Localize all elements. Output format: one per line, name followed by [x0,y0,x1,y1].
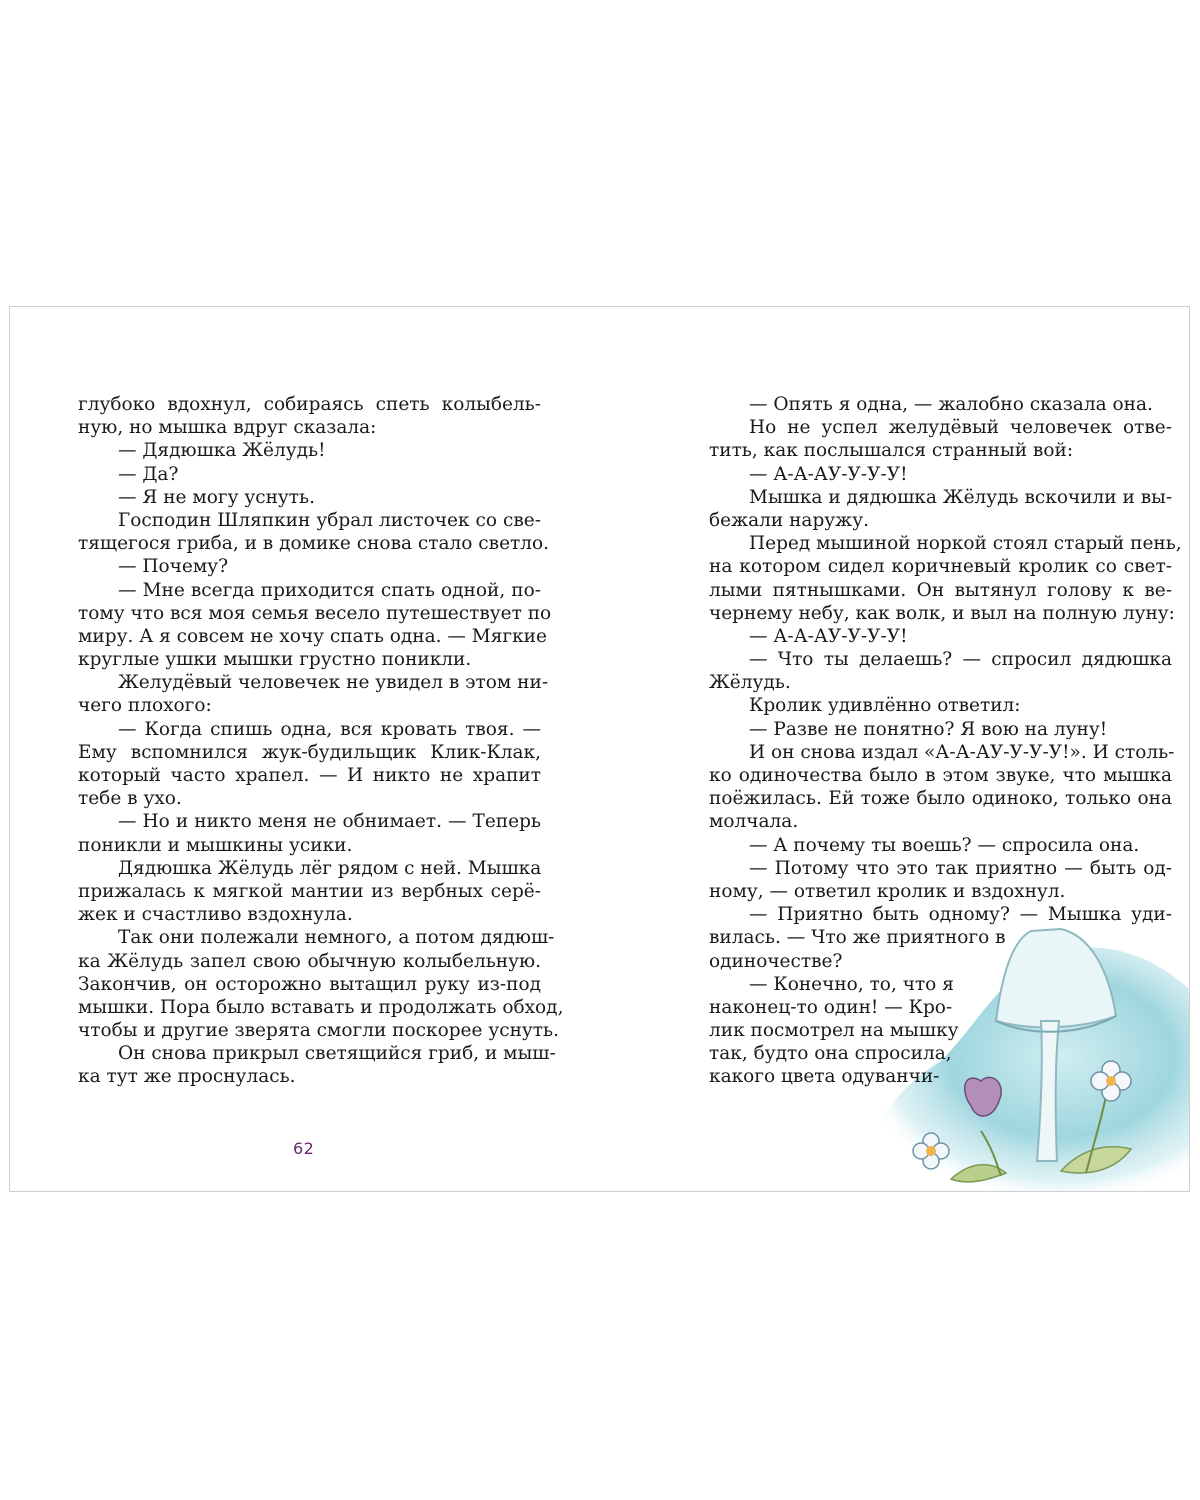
text-line: так, будто она спросила, [709,1043,952,1065]
text-line: Мышка и дядюшка Жёлудь вскочили и вы- [749,486,1173,508]
text-line: Перед мышиной норкой стоял старый пень, [749,533,1182,555]
text-line: Он снова прикрыл светящийся гриб, и мыш- [118,1043,556,1065]
text-line: тить, как послышался странный вой: [709,440,1074,462]
text-line: одиночестве? [709,950,843,972]
text-line: тящегося гриба, и в домике снова стало светло. [78,533,550,555]
text-line: который часто храпел. — И никто не храпит [78,765,541,786]
right-page [600,307,1190,1191]
text-line: на котором сидел коричневый кролик со свет- [709,556,1172,578]
text-line: какого цвета одуванчи- [709,1066,940,1088]
text-line: глубоко вдохнул, собираясь спеть колыбель- [78,394,541,415]
text-line: — Потому что это так приятно — быть од- [749,857,1172,879]
text-line: ка Жёлудь запел свою обычную колыбельную. [78,950,541,972]
text-line: — А почему ты воешь? — спросила она. [749,834,1140,856]
text-line: поёжилась. Ей тоже было одиноко, только она [709,788,1172,810]
text-line: тебе в ухо. [78,788,182,810]
text-line: мышки. Пора было вставать и продолжать обход, [78,996,564,1018]
text-line: Закончив, он осторожно вытащил руку из-под [78,973,541,995]
book-spread [9,306,1190,1192]
right-page-text [709,393,1182,1089]
text-line: ному, — ответил кролик и вздохнул. [709,880,1066,902]
text-line: Жёлудь. [709,672,791,694]
text-line: Ему вспомнился жук-будильщик Клик-Клак, [78,741,541,763]
left-page [10,307,600,1191]
text-line: — Конечно, то, что я [749,973,954,995]
text-line: прижалась к мягкой мантии из вербных серё- [78,880,541,902]
text-line: — Да? [118,463,179,485]
text-line: — А-А-АУ-У-У-У! [749,463,908,485]
text-line: — А-А-АУ-У-У-У! [749,625,908,647]
text-line: ную, но мышка вдруг сказала: [78,417,377,439]
text-line: ка тут же проснулась. [78,1066,296,1088]
text-line: — Приятно быть одному? — Мышка уди- [749,904,1172,926]
text-line: бежали наружу. [709,509,869,531]
text-line: вилась. — Что же приятного в [709,927,1006,949]
text-line: чернему небу, как волк, и выл на полную луну: [709,602,1175,624]
text-line: И он снова издал «А-А-АУ-У-У-У!». И столь- [749,741,1175,763]
text-line: — Я не могу уснуть. [118,486,315,508]
text-line: — Когда спишь одна, вся кровать твоя. — [118,718,541,740]
text-line: ко одиночества было в этом звуке, что мышка [709,765,1172,786]
text-line: миру. А я совсем не хочу спать одна. — Мягкие [78,625,547,647]
text-line: — Дядюшка Жёлудь! [118,440,326,462]
text-line: — Что ты делаешь? — спросил дядюшка [749,649,1172,671]
text-line: — Опять я одна, — жалобно сказала она. [749,394,1153,415]
text-line: чтобы и другие зверята смогли поскорее уснуть. [78,1020,559,1042]
text-line: Желудёвый человечек не увидел в этом ни- [118,672,549,694]
text-line: тому что вся моя семья весело путешествует по [78,602,552,624]
text-line: — Почему? [118,556,229,578]
page-number: 62 [293,1139,315,1158]
text-line: жек и счастливо вздохнула. [78,904,353,926]
text-line: — Разве не понятно? Я вою на луну! [749,718,1108,740]
text-line: лик посмотрел на мышку [709,1020,959,1042]
text-line: Дядюшка Жёлудь лёг рядом с ней. Мышка [118,857,542,879]
text-line: — Но и никто меня не обнимает. — Теперь [118,811,541,833]
text-line: Господин Шляпкин убрал листочек со све- [118,509,541,531]
text-line: круглые ушки мышки грустно поникли. [78,649,472,671]
text-line: лыми пятнышками. Он вытянул голову к ве- [709,579,1172,601]
text-line: Кролик удивлённо ответил: [749,695,1021,717]
text-line: Так они полежали немного, а потом дядюш- [118,927,555,949]
text-line: Но не успел желудёвый человечек отве- [749,417,1172,439]
text-line: поникли и мышкины усики. [78,834,353,856]
text-line: чего плохого: [78,695,212,717]
text-line: молчала. [709,811,799,833]
text-line: — Мне всегда приходится спать одной, по- [118,579,541,601]
left-page-text [78,393,564,1089]
text-line: наконец-то один! — Кро- [709,996,953,1018]
